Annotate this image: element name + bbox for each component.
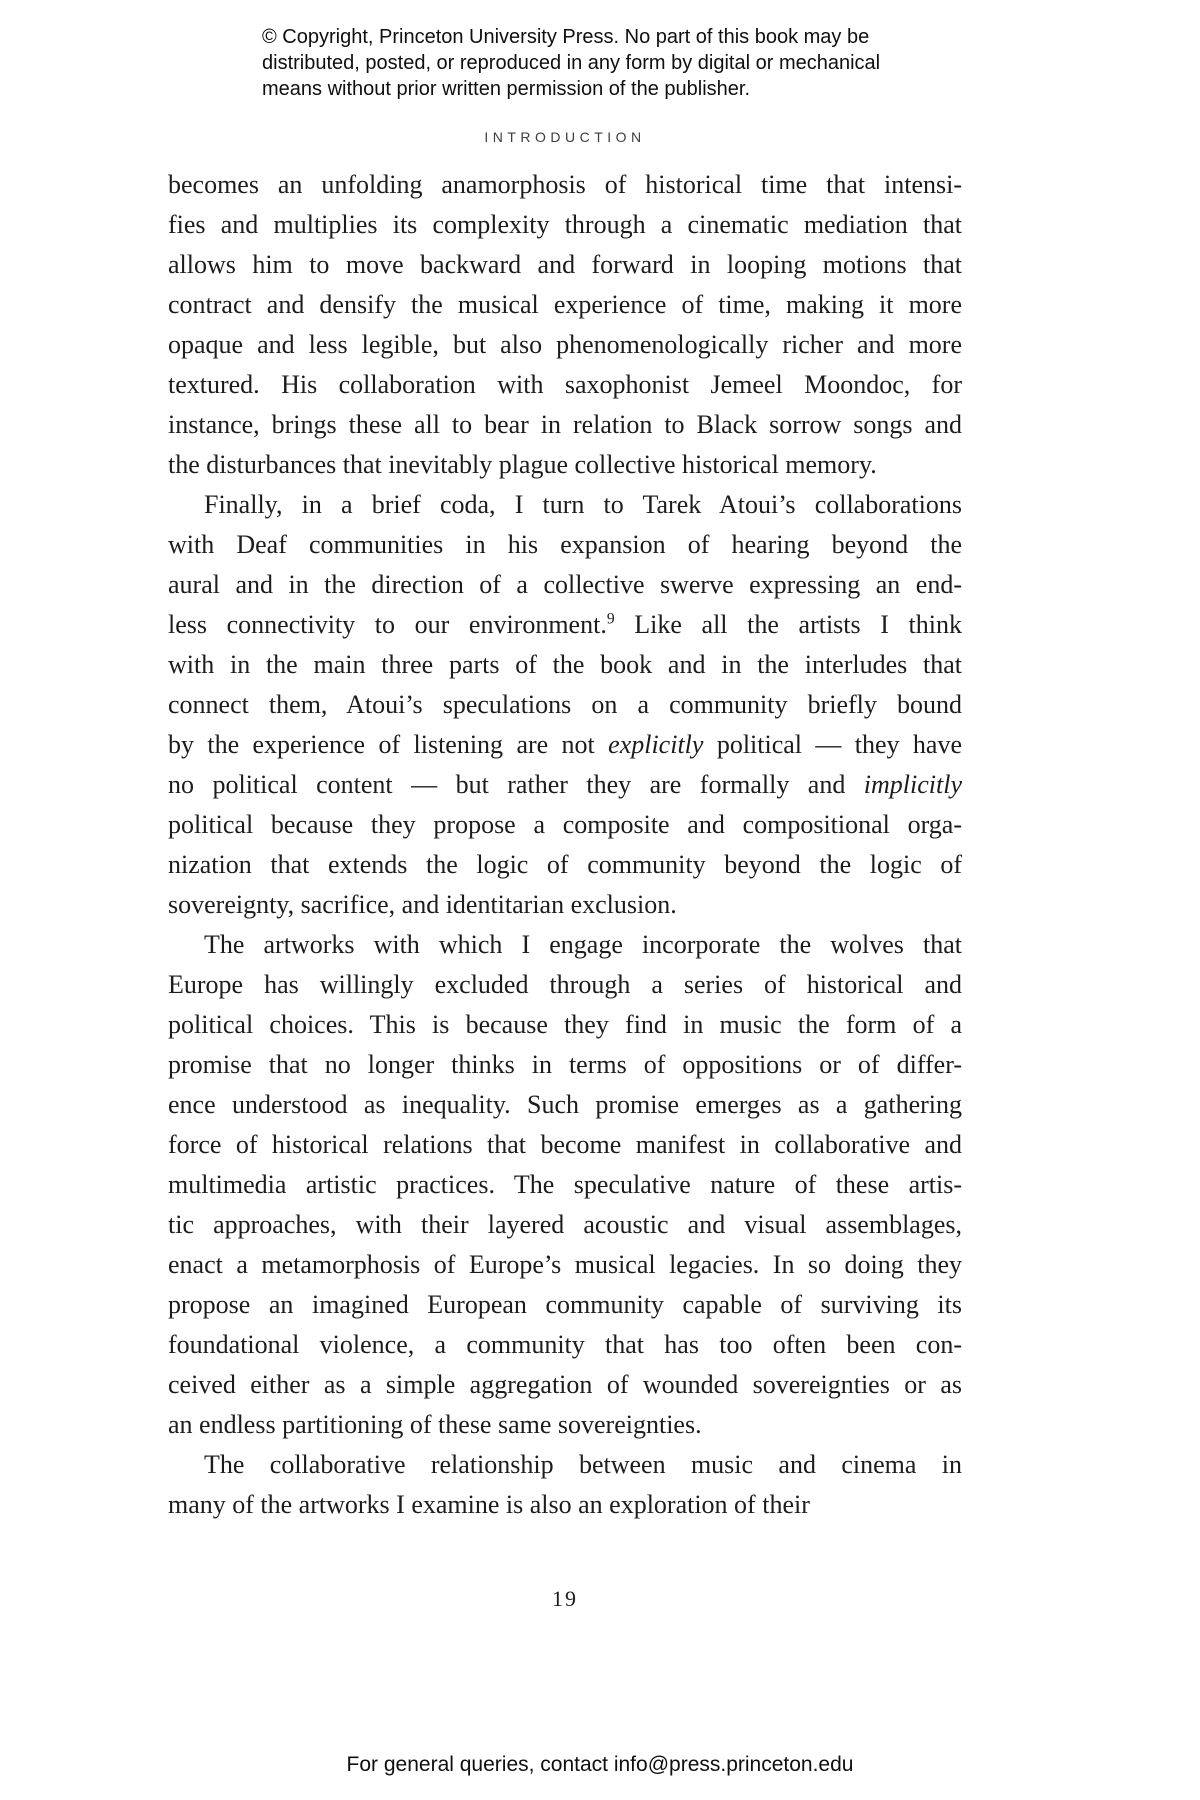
copyright-line-2: distributed, posted, or reproduced in any form by digital or mechanical	[262, 52, 881, 74]
text-line	[168, 725, 962, 765]
text-segment: opaque and less legible, but also phenomenologically richer and more	[168, 330, 962, 359]
text-segment: with in the main three parts of the book and in the interludes that	[168, 650, 962, 679]
text-line	[168, 445, 962, 485]
text-segment: aural and in the direction of a collective swerve expressing an end-	[168, 570, 962, 599]
text-segment: The artworks with which I engage incorporate the wolves that	[204, 930, 962, 959]
footer-contact-line: For general queries, contact info@press.princeton.edu	[346, 1753, 854, 1776]
text-segment: the disturbances that inevitably plague collective historical memory.	[168, 450, 877, 479]
text-line	[168, 965, 962, 1005]
paragraph	[168, 925, 962, 1445]
text-line	[168, 685, 962, 725]
text-segment: multimedia artistic practices. The speculative nature of these artis-	[168, 1170, 962, 1199]
text-segment: by the experience of listening are not	[168, 730, 609, 759]
text-segment: contract and densify the musical experience of time, making it more	[168, 290, 962, 319]
text-line	[168, 1005, 962, 1045]
text-segment: textured. His collaboration with saxophonist Jemeel Moondoc, for	[168, 370, 962, 399]
text-segment: no political content — but rather they are formally and	[168, 770, 864, 799]
text-segment: less connectivity to our environment.	[168, 610, 607, 639]
text-line	[168, 1365, 962, 1405]
text-segment: many of the artworks I examine is also an exploration of their	[168, 1490, 810, 1519]
text-line	[168, 1085, 962, 1125]
paragraph	[168, 1445, 962, 1525]
text-line	[168, 885, 962, 925]
text-segment: with Deaf communities in his expansion of hearing beyond the	[168, 530, 962, 559]
text-line	[168, 1285, 962, 1325]
text-segment: force of historical relations that become manifest in collaborative and	[168, 1130, 962, 1159]
text-line	[168, 805, 962, 845]
text-segment: promise that no longer thinks in terms of oppositions or of differ-	[168, 1050, 962, 1079]
text-line	[168, 605, 962, 645]
text-segment: tic approaches, with their layered acoustic and visual assemblages,	[168, 1210, 962, 1239]
text-segment: Like all the artists I think	[614, 610, 963, 639]
copyright-line-1: © Copyright, Princeton University Press. No part of this book may be	[262, 26, 870, 48]
text-segment: foundational violence, a community that has too often been con-	[168, 1330, 962, 1359]
text-segment: becomes an unfolding anamorphosis of historical time that intensi-	[168, 170, 962, 199]
text-line	[168, 1205, 962, 1245]
text-segment: political because they propose a composite and compositional orga-	[168, 810, 962, 839]
paragraph	[168, 165, 962, 485]
body-text	[168, 165, 962, 1525]
text-segment: Europe has willingly excluded through a series of historical and	[168, 970, 962, 999]
text-segment: ceived either as a simple aggregation of wounded sovereignties or as	[168, 1370, 962, 1399]
text-line	[168, 525, 962, 565]
text-line	[168, 205, 962, 245]
text-segment: allows him to move backward and forward in looping motions that	[168, 250, 962, 279]
italic-text: explicitly	[608, 730, 704, 759]
text-line	[168, 405, 962, 445]
text-segment: instance, brings these all to bear in relation to Black sorrow songs and	[168, 410, 962, 439]
text-line	[168, 485, 962, 525]
text-segment: nization that extends the logic of community beyond the logic of	[168, 850, 962, 879]
text-segment: an endless partitioning of these same sovereignties.	[168, 1410, 702, 1439]
text-line	[168, 1485, 962, 1525]
text-line	[168, 1125, 962, 1165]
text-line	[168, 165, 962, 205]
copyright-line-3: means without prior written permission of the publisher.	[262, 78, 751, 100]
text-line	[168, 1445, 962, 1485]
text-segment: enact a metamorphosis of Europe’s musical legacies. In so doing they	[168, 1250, 962, 1279]
text-segment: sovereignty, sacrifice, and identitarian exclusion.	[168, 890, 677, 919]
page-number: 19	[552, 1586, 578, 1611]
text-line	[168, 1165, 962, 1205]
text-line	[168, 565, 962, 605]
text-line	[168, 285, 962, 325]
text-line	[168, 365, 962, 405]
italic-text: implicitly	[863, 770, 962, 799]
text-line	[168, 1405, 962, 1445]
running-head: INTRODUCTION	[484, 129, 646, 145]
text-segment: ence understood as inequality. Such promise emerges as a gathering	[168, 1090, 962, 1119]
text-line	[168, 1245, 962, 1285]
text-line	[168, 325, 962, 365]
text-line	[168, 845, 962, 885]
text-segment: connect them, Atoui’s speculations on a community briefly bound	[168, 690, 962, 719]
text-line	[168, 245, 962, 285]
text-segment: political choices. This is because they find in music the form of a	[168, 1010, 962, 1039]
text-line	[168, 1325, 962, 1365]
copyright-notice	[262, 24, 880, 102]
text-segment: Finally, in a brief coda, I turn to Tarek Atoui’s collaborations	[204, 490, 962, 519]
text-segment: fies and multiplies its complexity through a cinematic mediation that	[168, 210, 962, 239]
text-line	[168, 1045, 962, 1085]
text-line	[168, 765, 962, 805]
text-segment: propose an imagined European community capable of surviving its	[168, 1290, 962, 1319]
text-line	[168, 925, 962, 965]
paragraph	[168, 485, 962, 925]
footnote-marker: 9	[606, 610, 615, 628]
text-segment: The collaborative relationship between music and cinema in	[204, 1450, 962, 1479]
text-segment: political — they have	[703, 730, 962, 759]
text-line	[168, 645, 962, 685]
